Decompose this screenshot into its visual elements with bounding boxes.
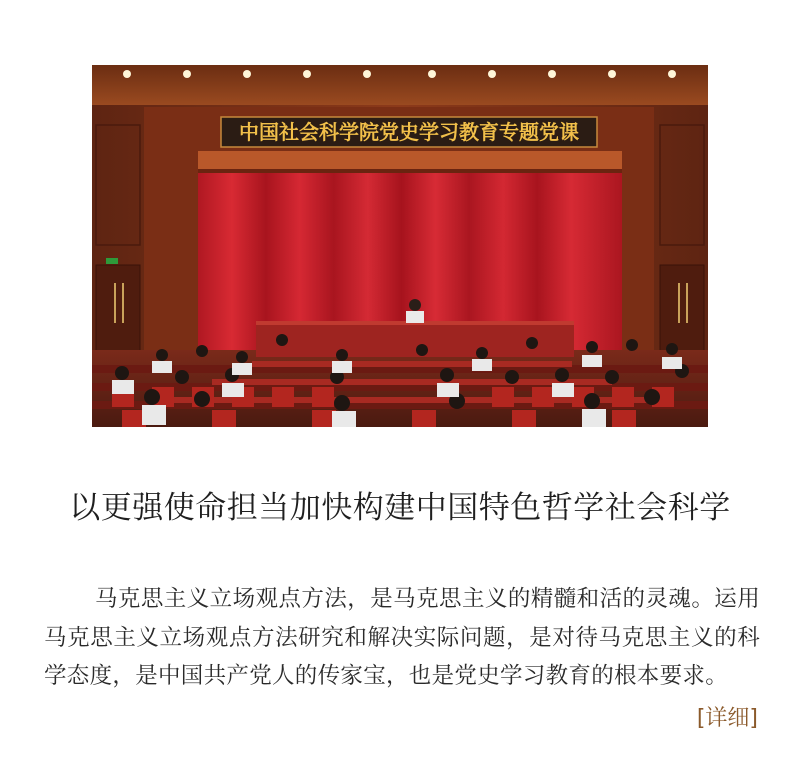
details-link[interactable]: [详细] bbox=[696, 706, 758, 731]
banner-text: 中国社会科学院党史学习教育专题党课 bbox=[239, 120, 579, 144]
article-headline[interactable]: 以更强使命担当加快构建中国特色哲学社会科学 bbox=[69, 490, 731, 526]
article-summary: 马克思主义立场观点方法，是马克思主义的精髓和活的灵魂。运用马克思主义立场观点方法研究和解决实际问题，是对待马克思主义的科学态度，是中国共产党人的传家宝，也是党史学习教育的根本要求。 bbox=[44, 586, 760, 689]
news-photo[interactable] bbox=[92, 65, 708, 427]
meeting-hall-image bbox=[92, 65, 708, 427]
